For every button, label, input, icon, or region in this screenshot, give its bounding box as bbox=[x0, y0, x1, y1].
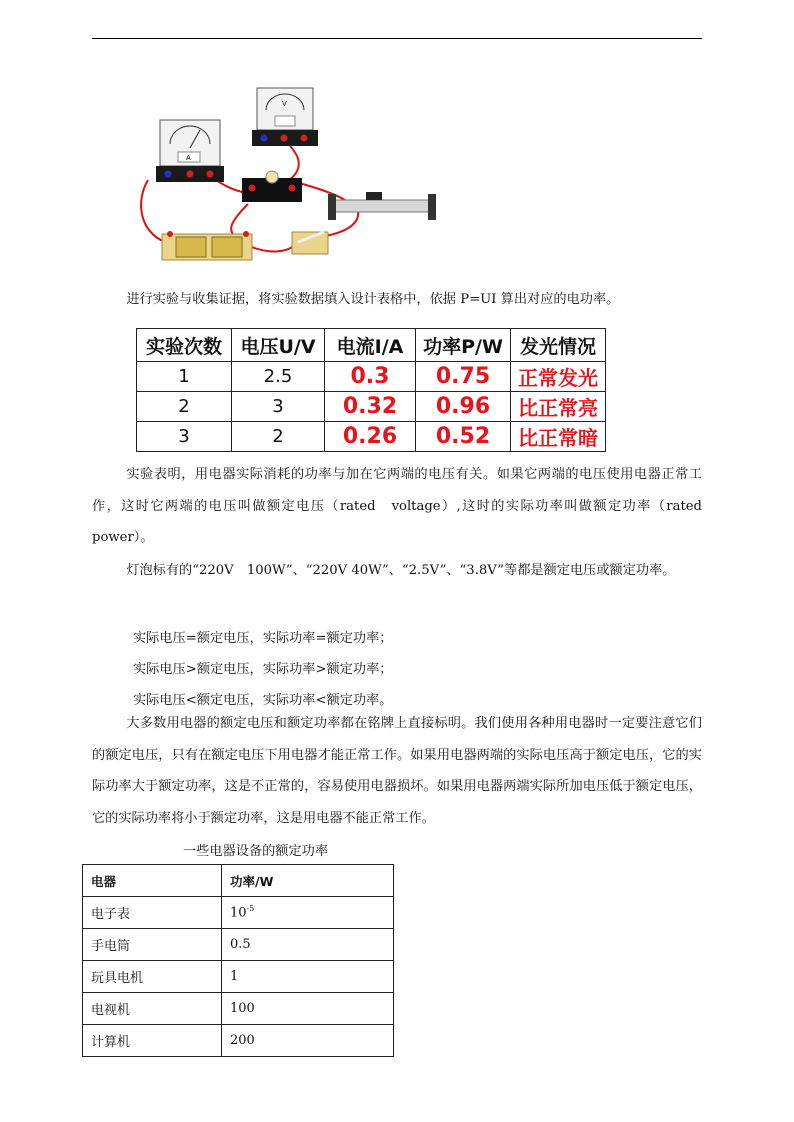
switch bbox=[292, 232, 328, 254]
wire bbox=[141, 180, 165, 242]
column-header: 实验次数 bbox=[137, 329, 232, 362]
voltage-value: 3 bbox=[232, 392, 325, 422]
brightness-value: 比正常亮 bbox=[511, 392, 606, 422]
power-value: 0.52 bbox=[416, 422, 511, 452]
power-base: 0.5 bbox=[230, 937, 251, 952]
rated-usage-paragraph: 大多数用电器的额定电压和额定功率都在铭牌上直接标明。我们使用各种用电器时一定要注意它们的额定电压，只有在额定电压下用电器才能正常工作。如果用电器两端的实际电压高于额定电压，它的实际功率大于额定功率，这是不正常的，容易使用电器损坏。如果用电器两端实际所加电压低于额定电压，它的实际功率将小于额定功率，这是用电器不能正常工作。 bbox=[92, 716, 702, 826]
power-base: 100 bbox=[230, 1001, 255, 1016]
table-row bbox=[137, 362, 606, 392]
device-name: 计算机 bbox=[83, 1025, 222, 1057]
table-row bbox=[83, 1025, 394, 1057]
column-header: 电压U/V bbox=[232, 329, 325, 362]
brightness-value: 比正常暗 bbox=[511, 422, 606, 452]
power-base: 10 bbox=[230, 905, 247, 921]
power-value: 0.96 bbox=[416, 392, 511, 422]
column-header: 电器 bbox=[83, 865, 222, 897]
device-table-caption: 一些电器设备的额定功率 bbox=[183, 844, 329, 859]
device-name: 电子表 bbox=[83, 897, 222, 929]
current-value: 0.32 bbox=[325, 392, 416, 422]
device-power-table bbox=[82, 864, 394, 1057]
circuit-diagram-image bbox=[130, 82, 440, 272]
relation-line: 实际电压=额定电压，实际功率=额定功率； bbox=[133, 631, 393, 646]
column-header: 发光情况 bbox=[511, 329, 606, 362]
ammeter bbox=[156, 120, 224, 182]
column-header: 功率/W bbox=[222, 865, 394, 897]
ammeter-symbol: A bbox=[186, 154, 191, 162]
table-row bbox=[137, 422, 606, 452]
table-row bbox=[83, 961, 394, 993]
relation-line: 实际电压>额定电压，实际功率>额定功率； bbox=[133, 662, 393, 677]
battery-box bbox=[162, 231, 252, 260]
current-value: 0.3 bbox=[325, 362, 416, 392]
table-row bbox=[83, 929, 394, 961]
brightness-value: 正常发光 bbox=[511, 362, 606, 392]
trial-number: 3 bbox=[137, 422, 232, 452]
column-header: 电流I/A bbox=[325, 329, 416, 362]
trial-number: 1 bbox=[137, 362, 232, 392]
relation-line: 实际电压<额定电压，实际功率<额定功率。 bbox=[133, 693, 393, 708]
table-row bbox=[83, 897, 394, 929]
rated-definition-paragraph: 实验表明，用电器实际消耗的功率与加在它两端的电压有关。如果它两端的电压使用电器正常工作，这时它两端的电压叫做额定电压（rated voltage）,这时的实际功率叫做额定功率（rated power）。 bbox=[92, 467, 702, 545]
voltage-value: 2.5 bbox=[232, 362, 325, 392]
voltmeter-symbol: V bbox=[282, 100, 287, 108]
power-value: 0.75 bbox=[416, 362, 511, 392]
device-power bbox=[222, 993, 394, 1025]
power-base: 1 bbox=[230, 969, 239, 984]
table-header-row bbox=[83, 865, 394, 897]
device-name: 手电筒 bbox=[83, 929, 222, 961]
intro-paragraph: 进行实验与收集证据，将实验数据填入设计表格中，依据 P=UI 算出对应的电功率。 bbox=[126, 292, 620, 307]
device-name: 玩具电机 bbox=[83, 961, 222, 993]
device-name: 电视机 bbox=[83, 993, 222, 1025]
device-power bbox=[222, 1025, 394, 1057]
voltage-value: 2 bbox=[232, 422, 325, 452]
trial-number: 2 bbox=[137, 392, 232, 422]
experiment-table bbox=[136, 328, 606, 452]
table-row bbox=[137, 392, 606, 422]
device-power bbox=[222, 961, 394, 993]
column-header: 功率P/W bbox=[416, 329, 511, 362]
table-header-row bbox=[137, 329, 606, 362]
device-power bbox=[222, 897, 394, 929]
power-exponent: -5 bbox=[246, 904, 255, 914]
device-power bbox=[222, 929, 394, 961]
table-row bbox=[83, 993, 394, 1025]
wire bbox=[295, 182, 345, 200]
header-rule bbox=[92, 38, 702, 39]
current-value: 0.26 bbox=[325, 422, 416, 452]
voltmeter bbox=[252, 88, 318, 146]
bulb-label-paragraph: 灯泡标有的“220V 100W”、“220V 40W”、“2.5V”、“3.8V”等都是额定电压或额定功率。 bbox=[126, 563, 676, 578]
rheostat bbox=[328, 192, 436, 220]
power-base: 200 bbox=[230, 1033, 255, 1048]
